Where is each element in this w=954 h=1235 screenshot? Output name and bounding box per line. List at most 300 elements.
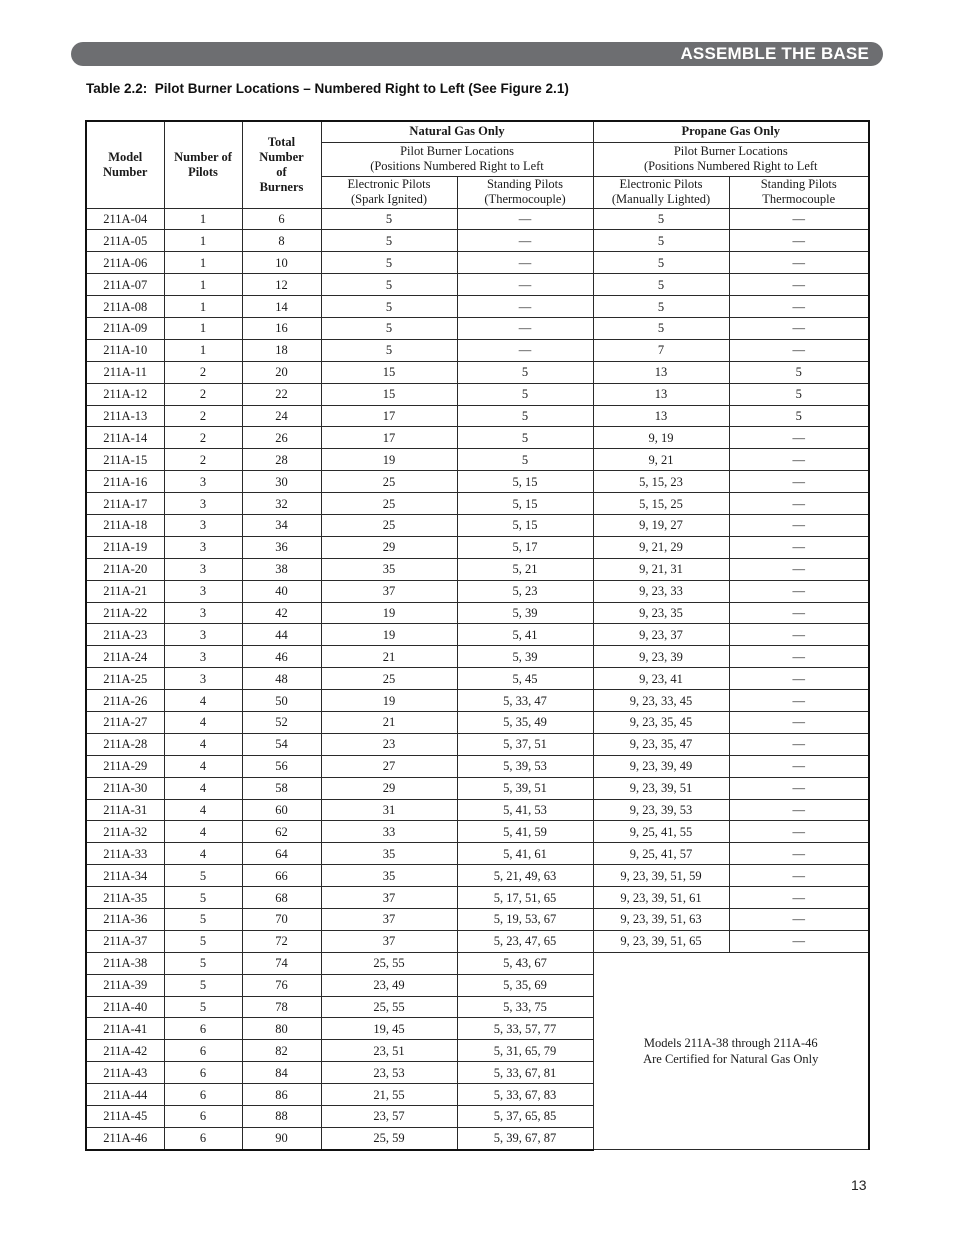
cell-ng-electronic-pilots: 35 [321,558,457,580]
cell-total-burners: 10 [242,252,321,274]
cell-lp-electronic-pilots: 9, 23, 39 [593,646,729,668]
cell-number-of-pilots: 6 [164,1127,242,1149]
table-row [86,580,869,602]
cell-lp-standing-pilots: — [729,711,869,733]
cell-ng-electronic-pilots: 23, 53 [321,1062,457,1084]
cell-model-number: 211A-37 [86,930,164,952]
natural-gas-only-note: Models 211A-38 through 211A-46 Are Certified for Natural Gas Only [593,952,869,1150]
cell-total-burners: 82 [242,1040,321,1062]
cell-ng-standing-pilots: — [457,252,593,274]
table-row [86,668,869,690]
cell-ng-standing-pilots: 5, 21, 49, 63 [457,865,593,887]
cell-number-of-pilots: 3 [164,602,242,624]
cell-ng-electronic-pilots: 19 [321,602,457,624]
cell-ng-electronic-pilots: 25 [321,471,457,493]
table-row [86,646,869,668]
cell-lp-electronic-pilots: 9, 23, 33 [593,580,729,602]
cell-model-number: 211A-16 [86,471,164,493]
cell-number-of-pilots: 3 [164,558,242,580]
cell-ng-standing-pilots: 5, 19, 53, 67 [457,909,593,931]
cell-ng-standing-pilots: 5, 39, 67, 87 [457,1127,593,1149]
cell-lp-electronic-pilots: 5 [593,274,729,296]
cell-model-number: 211A-26 [86,690,164,712]
cell-lp-standing-pilots: — [729,755,869,777]
cell-ng-standing-pilots: 5, 35, 69 [457,974,593,996]
cell-lp-electronic-pilots: 5 [593,317,729,339]
table-row [86,252,869,274]
cell-number-of-pilots: 1 [164,317,242,339]
cell-number-of-pilots: 3 [164,493,242,515]
cell-ng-standing-pilots: 5, 23, 47, 65 [457,930,593,952]
cell-ng-standing-pilots: 5, 31, 65, 79 [457,1040,593,1062]
cell-number-of-pilots: 5 [164,930,242,952]
cell-number-of-pilots: 5 [164,952,242,974]
cell-ng-electronic-pilots: 35 [321,843,457,865]
cell-ng-standing-pilots: 5, 33, 57, 77 [457,1018,593,1040]
cell-lp-electronic-pilots: 9, 23, 33, 45 [593,690,729,712]
cell-lp-standing-pilots: — [729,930,869,952]
cell-ng-electronic-pilots: 37 [321,930,457,952]
cell-ng-electronic-pilots: 25, 55 [321,952,457,974]
cell-number-of-pilots: 6 [164,1084,242,1106]
cell-lp-standing-pilots: — [729,733,869,755]
cell-ng-standing-pilots: 5, 17 [457,536,593,558]
cell-model-number: 211A-31 [86,799,164,821]
cell-model-number: 211A-08 [86,296,164,318]
cell-model-number: 211A-21 [86,580,164,602]
cell-ng-standing-pilots: — [457,317,593,339]
cell-ng-electronic-pilots: 25 [321,668,457,690]
cell-total-burners: 8 [242,230,321,252]
table-row [86,887,869,909]
cell-ng-standing-pilots: 5, 43, 67 [457,952,593,974]
cell-ng-electronic-pilots: 27 [321,755,457,777]
cell-model-number: 211A-33 [86,843,164,865]
cell-ng-electronic-pilots: 35 [321,865,457,887]
cell-lp-electronic-pilots: 9, 23, 41 [593,668,729,690]
table-row [86,536,869,558]
cell-lp-electronic-pilots: 5 [593,230,729,252]
cell-lp-electronic-pilots: 9, 23, 35, 47 [593,733,729,755]
cell-lp-electronic-pilots: 13 [593,405,729,427]
table-row [86,361,869,383]
header-number-of-pilots: Number of Pilots [164,121,242,208]
cell-number-of-pilots: 5 [164,974,242,996]
cell-total-burners: 20 [242,361,321,383]
cell-total-burners: 40 [242,580,321,602]
cell-model-number: 211A-43 [86,1062,164,1084]
cell-model-number: 211A-17 [86,493,164,515]
cell-number-of-pilots: 4 [164,690,242,712]
cell-lp-standing-pilots: — [729,887,869,909]
cell-total-burners: 56 [242,755,321,777]
cell-lp-electronic-pilots: 13 [593,361,729,383]
cell-total-burners: 86 [242,1084,321,1106]
cell-total-burners: 64 [242,843,321,865]
cell-ng-electronic-pilots: 21 [321,646,457,668]
header-lp-standing-pilots: Standing Pilots Thermocouple [729,176,869,208]
cell-ng-electronic-pilots: 25, 59 [321,1127,457,1149]
cell-lp-standing-pilots: 5 [729,405,869,427]
table-row [86,843,869,865]
cell-ng-standing-pilots: 5, 21 [457,558,593,580]
cell-lp-electronic-pilots: 9, 23, 39, 51, 65 [593,930,729,952]
cell-total-burners: 36 [242,536,321,558]
cell-model-number: 211A-14 [86,427,164,449]
cell-total-burners: 84 [242,1062,321,1084]
cell-lp-standing-pilots: — [729,558,869,580]
cell-total-burners: 68 [242,887,321,909]
cell-model-number: 211A-32 [86,821,164,843]
cell-model-number: 211A-15 [86,449,164,471]
cell-number-of-pilots: 5 [164,996,242,1018]
cell-lp-standing-pilots: 5 [729,361,869,383]
cell-number-of-pilots: 6 [164,1018,242,1040]
cell-ng-standing-pilots: 5, 23 [457,580,593,602]
cell-number-of-pilots: 1 [164,274,242,296]
table-row [86,821,869,843]
cell-number-of-pilots: 6 [164,1106,242,1128]
cell-ng-standing-pilots: 5, 37, 65, 85 [457,1106,593,1128]
table-row [86,449,869,471]
cell-ng-standing-pilots: 5, 41, 59 [457,821,593,843]
cell-ng-standing-pilots: 5, 33, 47 [457,690,593,712]
cell-ng-standing-pilots: 5, 41 [457,624,593,646]
header-ng-standing-pilots: Standing Pilots (Thermocouple) [457,176,593,208]
cell-number-of-pilots: 4 [164,755,242,777]
header-model-number: Model Number [86,121,164,208]
cell-lp-electronic-pilots: 5, 15, 25 [593,493,729,515]
cell-lp-standing-pilots: 5 [729,383,869,405]
cell-lp-standing-pilots: — [729,602,869,624]
cell-model-number: 211A-30 [86,777,164,799]
cell-total-burners: 18 [242,339,321,361]
cell-model-number: 211A-29 [86,755,164,777]
cell-lp-standing-pilots: — [729,624,869,646]
cell-lp-electronic-pilots: 9, 23, 39, 49 [593,755,729,777]
cell-number-of-pilots: 6 [164,1062,242,1084]
cell-model-number: 211A-18 [86,514,164,536]
cell-total-burners: 12 [242,274,321,296]
cell-model-number: 211A-19 [86,536,164,558]
table-row [86,296,869,318]
cell-lp-standing-pilots: — [729,427,869,449]
cell-lp-electronic-pilots: 9, 21, 29 [593,536,729,558]
section-header-title: ASSEMBLE THE BASE [680,44,869,63]
cell-model-number: 211A-04 [86,208,164,230]
cell-lp-electronic-pilots: 9, 19, 27 [593,514,729,536]
cell-ng-electronic-pilots: 29 [321,536,457,558]
cell-lp-standing-pilots: — [729,580,869,602]
cell-lp-electronic-pilots: 9, 23, 39, 51, 61 [593,887,729,909]
cell-ng-electronic-pilots: 19 [321,624,457,646]
cell-ng-standing-pilots: 5 [457,449,593,471]
cell-total-burners: 50 [242,690,321,712]
cell-lp-standing-pilots: — [729,230,869,252]
cell-number-of-pilots: 3 [164,646,242,668]
cell-number-of-pilots: 3 [164,580,242,602]
cell-ng-electronic-pilots: 19 [321,449,457,471]
cell-lp-standing-pilots: — [729,865,869,887]
cell-model-number: 211A-40 [86,996,164,1018]
cell-ng-electronic-pilots: 21, 55 [321,1084,457,1106]
cell-ng-standing-pilots: 5, 33, 67, 81 [457,1062,593,1084]
cell-lp-electronic-pilots: 9, 19 [593,427,729,449]
cell-ng-electronic-pilots: 37 [321,909,457,931]
cell-lp-standing-pilots: — [729,668,869,690]
cell-total-burners: 66 [242,865,321,887]
cell-model-number: 211A-42 [86,1040,164,1062]
cell-number-of-pilots: 1 [164,252,242,274]
cell-ng-electronic-pilots: 25, 55 [321,996,457,1018]
cell-lp-electronic-pilots: 13 [593,383,729,405]
cell-ng-electronic-pilots: 15 [321,361,457,383]
table-row [86,711,869,733]
cell-lp-electronic-pilots: 9, 23, 35, 45 [593,711,729,733]
cell-number-of-pilots: 4 [164,777,242,799]
cell-number-of-pilots: 3 [164,668,242,690]
cell-ng-standing-pilots: — [457,208,593,230]
cell-lp-electronic-pilots: 7 [593,339,729,361]
cell-lp-standing-pilots: — [729,317,869,339]
cell-ng-standing-pilots: 5, 39 [457,646,593,668]
cell-ng-electronic-pilots: 17 [321,427,457,449]
cell-lp-standing-pilots: — [729,471,869,493]
cell-total-burners: 48 [242,668,321,690]
cell-ng-electronic-pilots: 23, 57 [321,1106,457,1128]
cell-model-number: 211A-27 [86,711,164,733]
header-total-burners: Total Number of Burners [242,121,321,208]
cell-model-number: 211A-23 [86,624,164,646]
table-row [86,865,869,887]
cell-total-burners: 76 [242,974,321,996]
cell-number-of-pilots: 1 [164,208,242,230]
cell-lp-electronic-pilots: 9, 25, 41, 57 [593,843,729,865]
cell-total-burners: 80 [242,1018,321,1040]
table-row [86,558,869,580]
cell-ng-standing-pilots: 5, 15 [457,471,593,493]
section-header-bar [71,42,883,66]
header-natural-gas-only: Natural Gas Only [321,121,593,142]
cell-ng-standing-pilots: 5, 33, 75 [457,996,593,1018]
cell-ng-electronic-pilots: 5 [321,230,457,252]
cell-lp-standing-pilots: — [729,252,869,274]
cell-ng-electronic-pilots: 17 [321,405,457,427]
cell-model-number: 211A-25 [86,668,164,690]
cell-model-number: 211A-44 [86,1084,164,1106]
cell-ng-standing-pilots: — [457,339,593,361]
cell-total-burners: 62 [242,821,321,843]
cell-lp-electronic-pilots: 9, 23, 39, 51, 63 [593,909,729,931]
table-row [86,799,869,821]
cell-ng-standing-pilots: 5, 39, 51 [457,777,593,799]
cell-model-number: 211A-45 [86,1106,164,1128]
cell-ng-electronic-pilots: 33 [321,821,457,843]
cell-number-of-pilots: 3 [164,514,242,536]
cell-total-burners: 70 [242,909,321,931]
table-row [86,317,869,339]
cell-lp-standing-pilots: — [729,493,869,515]
cell-lp-standing-pilots: — [729,274,869,296]
cell-ng-standing-pilots: — [457,274,593,296]
cell-lp-standing-pilots: — [729,339,869,361]
table-row [86,471,869,493]
cell-model-number: 211A-20 [86,558,164,580]
cell-model-number: 211A-22 [86,602,164,624]
cell-model-number: 211A-34 [86,865,164,887]
cell-lp-standing-pilots: — [729,909,869,931]
cell-ng-electronic-pilots: 25 [321,514,457,536]
cell-lp-standing-pilots: — [729,821,869,843]
cell-lp-electronic-pilots: 9, 21, 31 [593,558,729,580]
cell-number-of-pilots: 5 [164,909,242,931]
cell-number-of-pilots: 2 [164,427,242,449]
cell-model-number: 211A-10 [86,339,164,361]
cell-total-burners: 28 [242,449,321,471]
table-row [86,909,869,931]
cell-ng-electronic-pilots: 31 [321,799,457,821]
cell-total-burners: 44 [242,624,321,646]
cell-ng-standing-pilots: 5, 41, 61 [457,843,593,865]
page-number: 13 [851,1177,867,1193]
cell-number-of-pilots: 2 [164,449,242,471]
cell-total-burners: 34 [242,514,321,536]
cell-lp-standing-pilots: — [729,536,869,558]
cell-ng-electronic-pilots: 5 [321,252,457,274]
cell-number-of-pilots: 5 [164,865,242,887]
cell-ng-standing-pilots: 5 [457,383,593,405]
cell-lp-standing-pilots: — [729,690,869,712]
cell-total-burners: 22 [242,383,321,405]
cell-lp-standing-pilots: — [729,646,869,668]
cell-ng-electronic-pilots: 5 [321,296,457,318]
table-row [86,930,869,952]
cell-total-burners: 42 [242,602,321,624]
cell-lp-electronic-pilots: 9, 25, 41, 55 [593,821,729,843]
cell-total-burners: 52 [242,711,321,733]
cell-model-number: 211A-09 [86,317,164,339]
cell-total-burners: 90 [242,1127,321,1149]
cell-lp-standing-pilots: — [729,777,869,799]
cell-ng-standing-pilots: 5, 35, 49 [457,711,593,733]
cell-ng-standing-pilots: 5, 39 [457,602,593,624]
header-lp-electronic-pilots: Electronic Pilots (Manually Lighted) [593,176,729,208]
cell-number-of-pilots: 4 [164,711,242,733]
cell-ng-electronic-pilots: 23 [321,733,457,755]
cell-model-number: 211A-35 [86,887,164,909]
cell-model-number: 211A-12 [86,383,164,405]
cell-lp-electronic-pilots: 9, 23, 37 [593,624,729,646]
cell-ng-standing-pilots: 5 [457,361,593,383]
table-row [86,733,869,755]
cell-model-number: 211A-38 [86,952,164,974]
cell-ng-electronic-pilots: 5 [321,339,457,361]
table-row [86,624,869,646]
cell-ng-standing-pilots: — [457,296,593,318]
cell-ng-electronic-pilots: 23, 51 [321,1040,457,1062]
table-row [86,230,869,252]
cell-number-of-pilots: 5 [164,887,242,909]
cell-model-number: 211A-36 [86,909,164,931]
cell-ng-electronic-pilots: 29 [321,777,457,799]
header-ng-electronic-pilots: Electronic Pilots (Spark Ignited) [321,176,457,208]
cell-total-burners: 54 [242,733,321,755]
cell-ng-electronic-pilots: 23, 49 [321,974,457,996]
cell-total-burners: 32 [242,493,321,515]
cell-total-burners: 72 [242,930,321,952]
table-row [86,514,869,536]
cell-total-burners: 78 [242,996,321,1018]
table-row [86,493,869,515]
cell-total-burners: 14 [242,296,321,318]
header-ng-pilot-burner-locations: Pilot Burner Locations (Positions Numbered Right to Left [321,142,593,176]
cell-number-of-pilots: 3 [164,471,242,493]
cell-lp-electronic-pilots: 9, 23, 35 [593,602,729,624]
table-row [86,755,869,777]
cell-total-burners: 58 [242,777,321,799]
cell-ng-electronic-pilots: 19, 45 [321,1018,457,1040]
cell-number-of-pilots: 4 [164,843,242,865]
cell-number-of-pilots: 2 [164,361,242,383]
header-propane-gas-only: Propane Gas Only [593,121,869,142]
cell-lp-electronic-pilots: 9, 23, 39, 53 [593,799,729,821]
cell-lp-standing-pilots: — [729,208,869,230]
cell-lp-standing-pilots: — [729,799,869,821]
cell-number-of-pilots: 1 [164,339,242,361]
cell-lp-standing-pilots: — [729,449,869,471]
cell-model-number: 211A-06 [86,252,164,274]
cell-lp-electronic-pilots: 9, 21 [593,449,729,471]
cell-model-number: 211A-11 [86,361,164,383]
cell-ng-electronic-pilots: 5 [321,208,457,230]
cell-ng-electronic-pilots: 37 [321,580,457,602]
cell-number-of-pilots: 2 [164,383,242,405]
cell-model-number: 211A-28 [86,733,164,755]
cell-ng-standing-pilots: — [457,230,593,252]
cell-model-number: 211A-41 [86,1018,164,1040]
cell-model-number: 211A-24 [86,646,164,668]
cell-model-number: 211A-13 [86,405,164,427]
cell-number-of-pilots: 1 [164,296,242,318]
cell-total-burners: 60 [242,799,321,821]
cell-lp-electronic-pilots: 5 [593,296,729,318]
cell-total-burners: 6 [242,208,321,230]
cell-ng-electronic-pilots: 15 [321,383,457,405]
cell-ng-electronic-pilots: 21 [321,711,457,733]
cell-total-burners: 16 [242,317,321,339]
cell-ng-standing-pilots: 5, 39, 53 [457,755,593,777]
cell-total-burners: 74 [242,952,321,974]
cell-number-of-pilots: 1 [164,230,242,252]
cell-total-burners: 38 [242,558,321,580]
cell-model-number: 211A-05 [86,230,164,252]
table-row [86,383,869,405]
cell-ng-standing-pilots: 5, 45 [457,668,593,690]
cell-lp-electronic-pilots: 9, 23, 39, 51 [593,777,729,799]
cell-lp-electronic-pilots: 9, 23, 39, 51, 59 [593,865,729,887]
cell-lp-standing-pilots: — [729,296,869,318]
cell-ng-standing-pilots: 5, 15 [457,514,593,536]
cell-ng-electronic-pilots: 5 [321,274,457,296]
cell-ng-standing-pilots: 5, 15 [457,493,593,515]
cell-number-of-pilots: 4 [164,799,242,821]
table-body [86,208,869,1150]
table-row [86,405,869,427]
cell-ng-electronic-pilots: 19 [321,690,457,712]
cell-lp-standing-pilots: — [729,514,869,536]
cell-total-burners: 30 [242,471,321,493]
table-row [86,690,869,712]
